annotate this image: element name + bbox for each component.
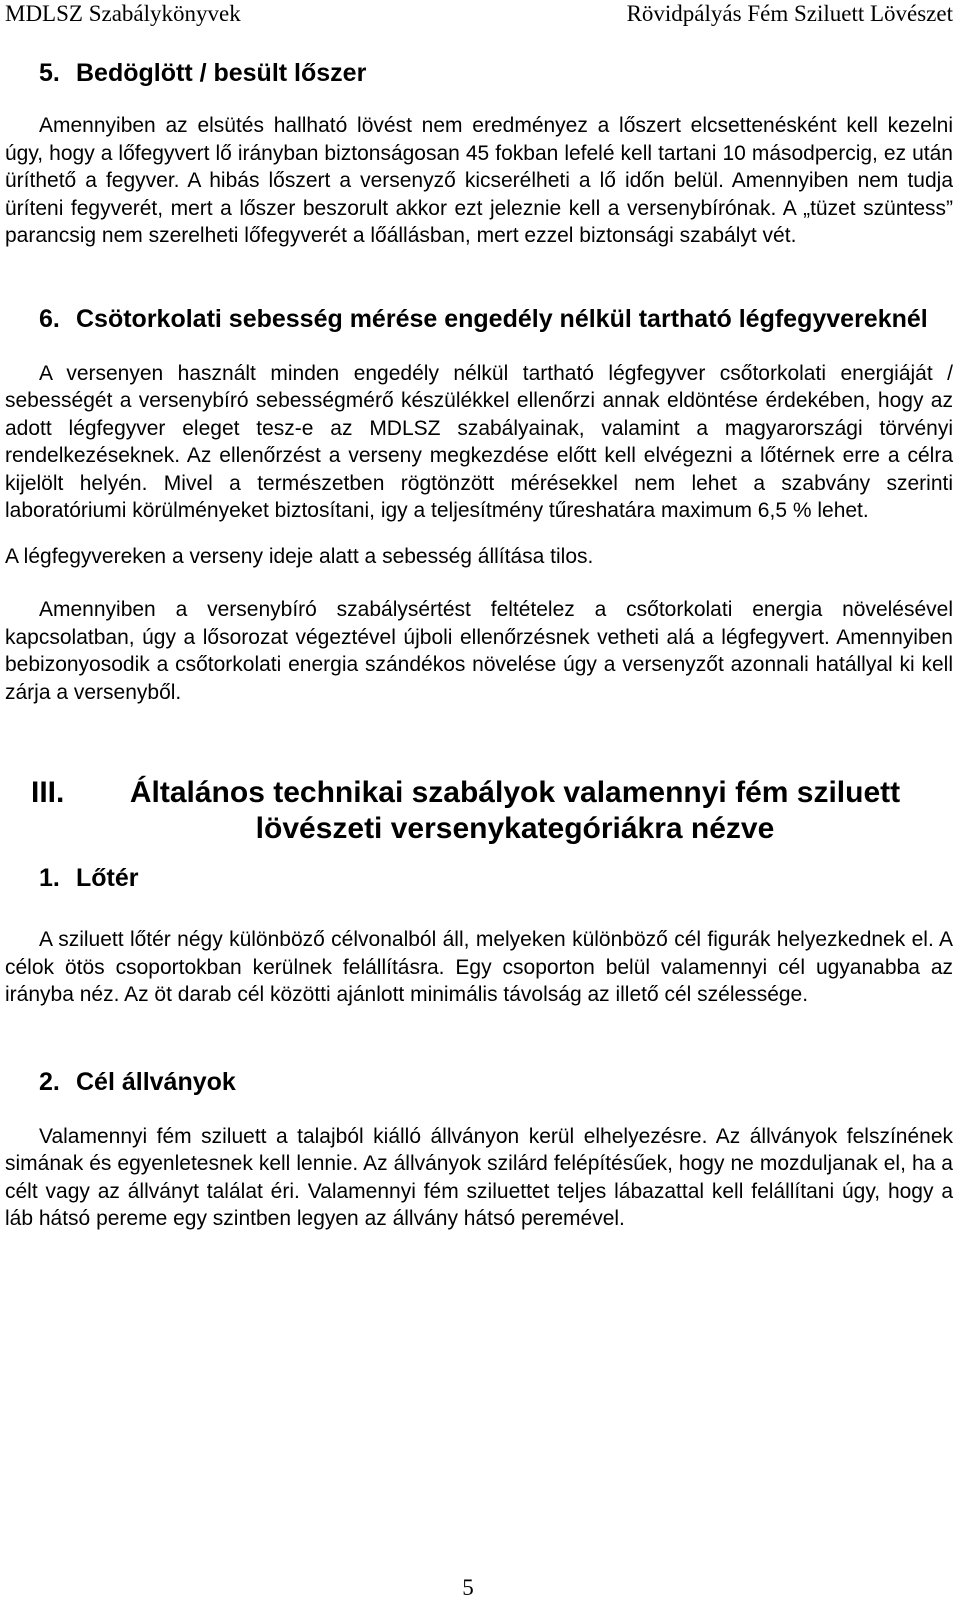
section-6-paragraph-3: Amennyiben a versenybíró szabálysértést feltételez a csőtorkolati energia növelésével kapcsolatban, úgy a lősorozat végeztével újboli ellenőrzésnek vetheti alá a légfegyvert. Amennyiben bebizonyosodik a csőtorkolati energia szándékos növelése úgy a versenyzőt azonnali hatállyal ki kell zárja a versenyből. xyxy=(5,598,953,704)
section-number: 5. xyxy=(39,59,60,87)
section-1-heading xyxy=(5,861,953,895)
section-number: 2. xyxy=(39,1067,60,1096)
section-5-heading xyxy=(5,56,953,90)
section-title: Bedöglött / besült lőszer xyxy=(76,59,367,87)
section-1-paragraph: A sziluett lőtér négy különböző célvonalból áll, melyeken különböző cél figurák helyezkednek el. A célok ötös csoportokban kerülnek felállításra. Egy csoporton belül valamennyi cél ugyanabba az irányba néz. Az öt darab cél közötti ajánlott minimális távolság az illető cél szélessége. xyxy=(5,928,953,1006)
section-6-paragraph-1: A versenyen használt minden engedély nélkül tartható légfegyver csőtorkolati energiáját / sebességét a versenybíró sebességmérő készülékkel ellenőrzi annak eldöntése érdekében, hogy az adott légfegyver eleget tesz-e az MDLSZ szabályainak, valamint a magyarországi törvényi rendelkezéseknek. Az ellenőrzést a verseny megkezdése előtt kell elvégezni a lőtérnek erre a célra kijelölt helyén. Mivel a természetben rögtönzött mérésekkel nem lehet a szabvány szerinti laboratóriumi körülményeket biztosítani, igy a teljesítmény tűreshatára maximum 6,5 % lehet. xyxy=(5,361,953,522)
section-6-heading xyxy=(5,302,953,336)
section-number: 1. xyxy=(39,864,60,892)
part-title: Általános technikai szabályok valamennyi fém sziluett lövészeti versenykategóriákra nézve xyxy=(129,776,901,845)
section-title: Lőtér xyxy=(76,864,139,892)
page-content xyxy=(5,56,953,1233)
part-numeral: III. xyxy=(31,776,65,809)
running-header xyxy=(0,0,960,28)
part-3-heading xyxy=(5,775,953,847)
section-2-paragraph: Valamennyi fém sziluett a talajból kiálló állványon kerül elhelyezésre. Az állványok felszínének simának és egyenletesnek kell lennie. Az állványok szilárd felépítésűek, hogy ne mozduljanak el, ha a célt vagy az állványt találat éri. Valamennyi fém sziluettet teljes lábazattal kell felállítani úgy, hogy a láb hátsó pereme egy szintben legyen az állvány hátsó peremével. xyxy=(5,1124,953,1230)
header-book-title: MDLSZ Szabálykönyvek xyxy=(5,1,241,26)
section-5-paragraph: Amennyiben az elsütés hallható lövést nem eredményez a lőszert elcsettenésként kell kezelni úgy, hogy a lőfegyvert lő irányban biztonságosan 45 fokban lefelé kell tartani 10 másodpercig, ez után üríthető a fegyver. A hibás lőszert a versenyző kicserélheti a lő időn belül. Amennyiben nem tudja üríteni fegyverét, mert a lőszer beszorult akkor ezt jeleznie kell a versenybírónak. A „tüzet szüntess” parancsig nem szerelheti lőfegyverét a lőállásban, mert ezzel biztonsági szabályt vét. xyxy=(5,114,953,247)
page-number: 5 xyxy=(462,1575,474,1600)
section-title: Cél állványok xyxy=(76,1067,236,1096)
section-title: Csötorkolati sebesség mérése engedély nélkül tartható légfegyvereknél xyxy=(76,304,928,333)
section-number: 6. xyxy=(39,304,60,333)
section-6-paragraph-2: A légfegyvereken a verseny ideje alatt a sebesség állítása tilos. xyxy=(5,544,594,568)
header-chapter-title: Rövidpályás Fém Sziluett Lövészet xyxy=(626,1,953,26)
section-2-heading xyxy=(5,1065,953,1099)
